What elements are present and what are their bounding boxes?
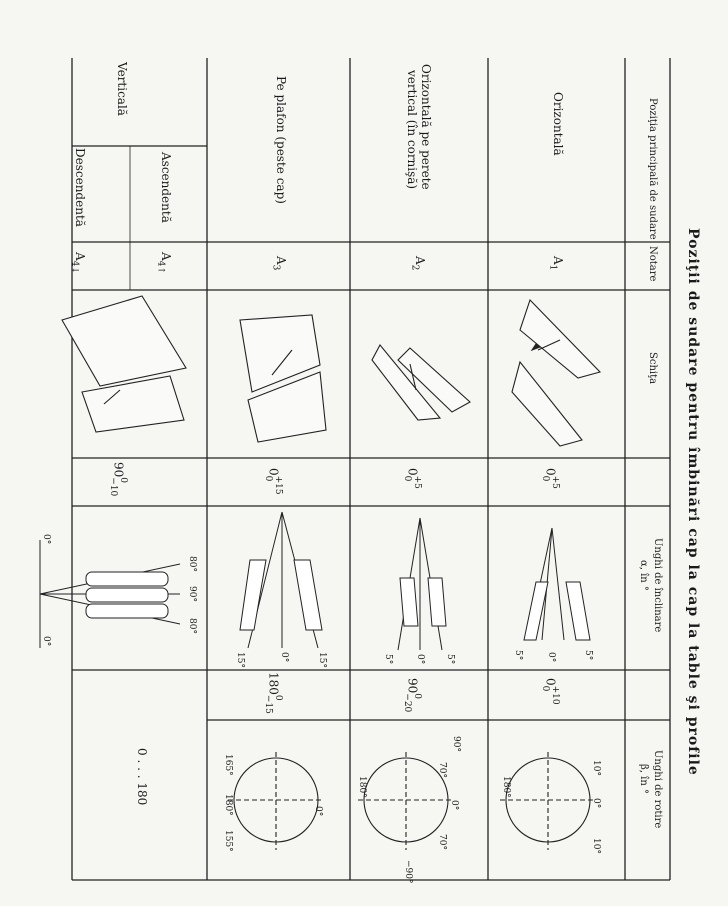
row4-elec-label-c: 80° (187, 618, 197, 634)
row2-circle-label-f: −90° (403, 860, 413, 884)
row1-tilt: 0 +5 0 (540, 468, 560, 489)
row1-elec-label-b: 0° (546, 652, 556, 663)
row1-position: Orizontală (551, 92, 565, 156)
row3-elec-label-b: 0° (279, 652, 289, 663)
row4-axis-label-a: 0° (41, 534, 51, 545)
page-title: Poziţii de sudare pentru îmbinări cap la cap la table şi profile (685, 228, 701, 776)
row1-rotation: 0 +10 0 (540, 678, 560, 705)
row4-position: Verticală (115, 62, 129, 116)
row4-sketch-plates (62, 296, 186, 432)
rotation-circles (228, 752, 596, 850)
row2-elec-label-a: 5° (383, 654, 393, 665)
row2-circle-label-e: 70° (437, 834, 447, 850)
row1-notation: $A_1$ (547, 256, 565, 271)
row2-position-2: vertical (în cornişă) (405, 70, 419, 190)
row3-tilt: 0 +15 0 (263, 468, 283, 495)
row2-rotation: 90 0 −20 (402, 678, 422, 713)
row1-circle-label-b: 0° (591, 798, 601, 809)
header-rotation: Unghi de rotire (652, 750, 663, 829)
row4-tilt: 90 0 −10 (108, 462, 128, 497)
row4-sub-up: Ascendentă (159, 152, 173, 223)
row1-circle-label-d: 180° (501, 776, 511, 798)
header-position: Poziţia principală de sudare (647, 98, 658, 240)
row2-tilt: 0 +5 0 (402, 468, 422, 489)
row4-elec-label-a: 80° (187, 556, 197, 572)
row3-elec-label-a: 15° (235, 652, 245, 668)
header-rotation-unit: β, în ° (638, 764, 649, 794)
row2-circle-label-a: 90° (451, 736, 461, 752)
row2-sketch-plates (372, 345, 470, 420)
row2-notation: $A_2$ (409, 256, 427, 271)
row3-sketch-plates (240, 315, 326, 442)
header-tilt: Unghi de înclinare (652, 538, 663, 633)
row2-position: Orizontală pe perete (419, 64, 433, 190)
header-sketch: Schiţa (647, 352, 658, 385)
row1-sketch-plates (512, 300, 600, 446)
row3-circle-label-a: 165° (223, 754, 233, 776)
header-tilt-unit: α, în ° (638, 560, 649, 591)
row3-circle-label-c: 155° (223, 830, 233, 852)
row3-rotation: 180 0 −15 (263, 672, 283, 714)
row4-notation-down: $A_{4↓}$ (69, 252, 87, 274)
row3-notation: $A_3$ (270, 256, 288, 271)
row2-elec-label-c: 5° (445, 654, 455, 665)
row1-elec-label-a: 5° (513, 650, 523, 661)
header-notation: Notare (647, 246, 658, 282)
row4-notation-up: $A_{4↑}$ (155, 252, 173, 274)
row3-elec-label-c: 15° (317, 652, 327, 668)
row4-rotation: 0 . . . 180 (135, 748, 149, 806)
row4-axis-label-b: 0° (41, 636, 51, 647)
row2-circle-label-c: 0° (449, 800, 459, 811)
row4-elec-label-b: 90° (187, 586, 197, 602)
row2-elec-label-b: 0° (415, 654, 425, 665)
row3-position: Pe plafon (peste cap) (274, 76, 288, 204)
row4-sub-down: Descendentă (73, 148, 87, 227)
row1-circle-label-a: 10° (591, 760, 601, 776)
row2-circle-label-d: 180° (357, 776, 367, 798)
row2-circle-label-b: 70° (437, 762, 447, 778)
row3-circle-label-b: 180° (223, 794, 233, 816)
row1-circle-label-c: 10° (591, 838, 601, 854)
row3-circle-label-d: 0° (313, 806, 323, 817)
row1-elec-label-c: 5° (583, 650, 593, 661)
electrode-fans (40, 512, 590, 650)
